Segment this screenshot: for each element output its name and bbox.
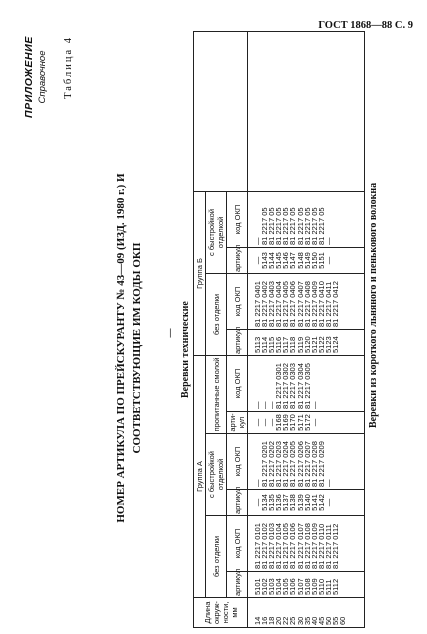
table-cell-value: 81 2217 05 <box>274 207 284 245</box>
table-cell-value: 5120 <box>302 336 312 353</box>
table-cell-value: 30 <box>295 616 305 625</box>
dash-mark: — <box>165 328 176 338</box>
appendix-subtitle: Справочное <box>37 50 48 104</box>
table-cell-value: 5138 <box>288 494 298 511</box>
table-cell-value: 5151 <box>316 252 326 269</box>
column-a-plain-okp-codes <box>248 516 365 572</box>
table-cell-value: 5118 <box>288 336 298 353</box>
table-cell-value: 81 2217 0209 <box>316 441 326 487</box>
header-a-fast-finish: с быстройкой отделкой <box>206 434 227 516</box>
table-cell-value: 81 2217 0103 <box>267 523 277 569</box>
table-cell-value: 81 2217 0403 <box>267 281 277 327</box>
table-cell-value: 5145 <box>274 252 284 269</box>
header-okp-code: код ОКП <box>227 273 248 329</box>
table-cell-value: 81 2217 0303 <box>288 363 298 409</box>
header-a-impregnated: пропитанные смолой <box>206 355 227 433</box>
table-cell-value: 81 2217 0207 <box>302 441 312 487</box>
header-article: артикул <box>227 329 248 355</box>
table-cell-value: 5122 <box>316 336 326 353</box>
table-cell-value: 5137 <box>281 494 291 511</box>
table-cell-value: 5148 <box>295 252 305 269</box>
header-okp-code: код ОКП <box>227 355 248 411</box>
column-length-values <box>248 598 365 628</box>
table-cell-value: 5135 <box>267 494 277 511</box>
table-cell-value: — <box>323 479 333 487</box>
table-cell-value: 55 <box>331 616 341 625</box>
table-cell-value: 25 <box>288 616 298 625</box>
document-title-line-2: СООТВЕТСТВУЮЩИЕ ИМ КОДЫ ОКП <box>131 242 143 454</box>
table-cell-value: 5114 <box>260 336 270 353</box>
column-a-fast-okp-codes <box>248 434 365 490</box>
table-cell-value: 81 2217 0410 <box>316 281 326 327</box>
table-cell-value: — <box>309 418 319 427</box>
table-cell-value: 5104 <box>274 578 284 595</box>
table-cell-value: — <box>260 401 270 409</box>
column-b-fast-okp-codes <box>248 191 365 247</box>
table-cell-value: 81 2217 0110 <box>316 523 326 569</box>
table-cell-value: 81 2217 05 <box>302 207 312 245</box>
table-cell-value: 22 <box>281 616 291 625</box>
header-article: артикул <box>227 490 248 516</box>
table-cell-value: 5149 <box>302 252 312 269</box>
table-cell-value: 81 2217 0201 <box>260 441 270 487</box>
table-cell-value: 5115 <box>267 336 277 353</box>
table-cell-value: — <box>253 237 262 245</box>
table-cell-value: 81 2217 0101 <box>253 523 262 569</box>
table-cell-value: 81 2217 0405 <box>281 281 291 327</box>
column-a-fast-articles <box>248 490 365 516</box>
header-article-short: арти-кул <box>228 413 246 432</box>
table-cell-value: 81 2217 05 <box>295 207 305 245</box>
column-b-fast-articles <box>248 247 365 273</box>
page-header: ГОСТ 1868—88 С. 9 <box>318 20 413 31</box>
table-cell-value: 5169 <box>281 414 291 431</box>
table-cell-value: 81 2217 0112 <box>331 523 341 569</box>
section-heading-technical: Веревки технические <box>180 301 191 398</box>
table-cell-value: 35 <box>302 616 312 625</box>
table-cell-value: 5150 <box>309 252 319 269</box>
table-cell-value: 81 2217 0401 <box>253 281 262 327</box>
table-cell-value: 81 2217 05 <box>316 207 326 245</box>
table-cell-value: — <box>323 237 333 245</box>
table-cell-value: 5109 <box>309 578 319 595</box>
table-cell-value: 81 2217 0206 <box>295 441 305 487</box>
header-a-without-finish: без отделки <box>206 516 227 598</box>
table-cell-value: — <box>253 418 262 427</box>
table-cell-value: 81 2217 05 <box>309 207 319 245</box>
table-cell-value: 5112 <box>331 578 341 595</box>
table-cell-value: 81 2217 0304 <box>295 363 305 409</box>
table-cell-value: 5146 <box>281 252 291 269</box>
table-cell-value: 5105 <box>281 578 291 595</box>
table-cell-value: 81 2217 05 <box>267 207 277 245</box>
column-b-plain-okp-codes <box>248 273 365 329</box>
table-cell-value: 5168 <box>274 414 284 431</box>
table-cell-value: 5107 <box>295 578 305 595</box>
table-cell-value: 5111 <box>323 579 333 595</box>
table-cell-value: 50 <box>323 616 333 625</box>
table-cell-value: 81 2217 0202 <box>267 441 277 487</box>
appendix-title: ПРИЛОЖЕНИЕ <box>23 36 35 118</box>
table-cell-value: 5134 <box>260 494 270 511</box>
table-cell-value: 81 2217 0305 <box>302 363 312 409</box>
table-cell-value: 60 <box>338 616 348 625</box>
table-cell-value: 5121 <box>309 336 319 353</box>
table-cell-value: 5116 <box>274 336 284 353</box>
table-cell-value: 5119 <box>295 336 305 353</box>
table-cell-value: 81 2217 0109 <box>309 523 319 569</box>
table-cell-value: 81 2217 0111 <box>323 524 333 569</box>
header-article: артикул <box>227 572 248 598</box>
header-okp-code: код ОКП <box>227 516 248 572</box>
table-cell-value: 5142 <box>316 494 326 511</box>
table-cell-value: 18 <box>267 616 277 625</box>
table-cell-value: 81 2217 0411 <box>323 281 333 327</box>
table-cell-value: 45 <box>316 616 326 625</box>
column-a-resin-articles <box>248 412 365 434</box>
table-cell-value: 5113 <box>253 336 262 353</box>
header-blank <box>194 31 248 191</box>
table-cell-value: 81 2217 0301 <box>274 363 284 409</box>
column-a-resin-okp-codes <box>248 355 365 411</box>
table-cell-value: 81 2217 0106 <box>288 523 298 569</box>
table-cell-value: — <box>323 256 333 265</box>
table-cell-value: 81 2217 0412 <box>331 281 341 327</box>
table-cell-value: 5147 <box>288 252 298 269</box>
header-b-fast-finish: с быстройкой отделкой <box>206 191 227 273</box>
table-cell-value: 40 <box>309 616 319 625</box>
header-b-without-finish: без отделки <box>206 273 227 355</box>
header-okp-code: код ОКП <box>227 191 248 247</box>
table-cell-value: 81 2217 0408 <box>302 281 312 327</box>
table-cell-value: 5136 <box>274 494 284 511</box>
table-cell-value: 81 2217 05 <box>260 207 270 245</box>
table-cell-value: 5140 <box>302 494 312 511</box>
table-cell-value: 5124 <box>331 336 341 353</box>
header-okp-code: код ОКП <box>227 434 248 490</box>
table-cell-value: 5123 <box>323 336 333 353</box>
table-cell-value: 5139 <box>295 494 305 511</box>
table-cell-value: — <box>253 498 262 507</box>
header-article: артикул <box>227 247 248 273</box>
column-a-plain-articles <box>248 572 365 598</box>
table-cell-value: — <box>323 498 333 507</box>
header-group-a: Группа А <box>194 355 206 597</box>
table-cell-value: 81 2217 0404 <box>274 281 284 327</box>
table-cell-value: — <box>253 401 262 409</box>
table-cell-value: 81 2217 0409 <box>309 281 319 327</box>
table-cell-value: 16 <box>260 616 270 625</box>
table-cell-value: 5170 <box>288 414 298 431</box>
table-cell-value: 5171 <box>295 414 305 431</box>
table-cell-value: 14 <box>253 616 262 625</box>
table-cell-value: 81 2217 0407 <box>295 281 305 327</box>
table-cell-value: 20 <box>274 616 284 625</box>
table-cell-value: — <box>253 256 262 265</box>
table-cell-value: 5172 <box>302 414 312 431</box>
table-cell-value: 5103 <box>267 578 277 595</box>
document-title <box>113 138 145 558</box>
table-cell-value: 81 2217 0205 <box>288 441 298 487</box>
rotated-page-content <box>13 32 393 628</box>
appendix-label <box>23 36 48 118</box>
table-cell-value: 81 2217 0102 <box>260 523 270 569</box>
table-number: Таблица 4 <box>63 36 74 99</box>
table-cell-value: 81 2217 0402 <box>260 281 270 327</box>
column-blank <box>248 31 365 191</box>
table-cell-value: 5143 <box>260 252 270 269</box>
table-cell-value: 81 2217 0302 <box>281 363 291 409</box>
table-cell-value: 81 2217 0406 <box>288 281 298 327</box>
table-cell-value: — <box>267 401 277 409</box>
table-cell-value: — <box>253 479 262 487</box>
table-cell-value: 81 2217 05 <box>281 207 291 245</box>
table-cell-value: 81 2217 0208 <box>309 441 319 487</box>
section-heading-flax: Веревки из короткого льняного и пенькового волокна <box>368 182 379 428</box>
column-b-plain-articles <box>248 329 365 355</box>
table-cell-value: — <box>260 418 270 427</box>
document-title-line-1: НОМЕР АРТИКУЛА ПО ПРЕЙСКУРАНТУ № 43—09 (ИЗД. 1980 г.) И <box>115 173 127 523</box>
table-cell-value: 81 2217 0107 <box>295 523 305 569</box>
header-length: Длина окруж-ности, мм <box>194 598 248 628</box>
table-cell-value: 5110 <box>316 578 326 595</box>
table-cell-value: 5117 <box>281 336 291 353</box>
table-cell-value: 81 2217 05 <box>288 207 298 245</box>
table-cell-value: 5108 <box>302 578 312 595</box>
table-cell-value: 81 2217 0203 <box>274 441 284 487</box>
table-cell-value: 81 2217 0104 <box>274 523 284 569</box>
table-cell-value: 81 2217 0204 <box>281 441 291 487</box>
table-cell-value: — <box>267 418 277 427</box>
header-group-b: Группа Б <box>194 191 206 355</box>
table-cell-value: 81 2217 0105 <box>281 523 291 569</box>
table-cell-value: 5106 <box>288 578 298 595</box>
table-cell-value: 5101 <box>253 578 262 595</box>
table-cell-value: 81 2217 0108 <box>302 523 312 569</box>
table-cell-value: — <box>309 401 319 409</box>
table-cell-value: 5102 <box>260 578 270 595</box>
table-cell-value: 5141 <box>309 494 319 511</box>
table-cell-value: 5144 <box>267 252 277 269</box>
okp-codes-table <box>193 31 365 628</box>
